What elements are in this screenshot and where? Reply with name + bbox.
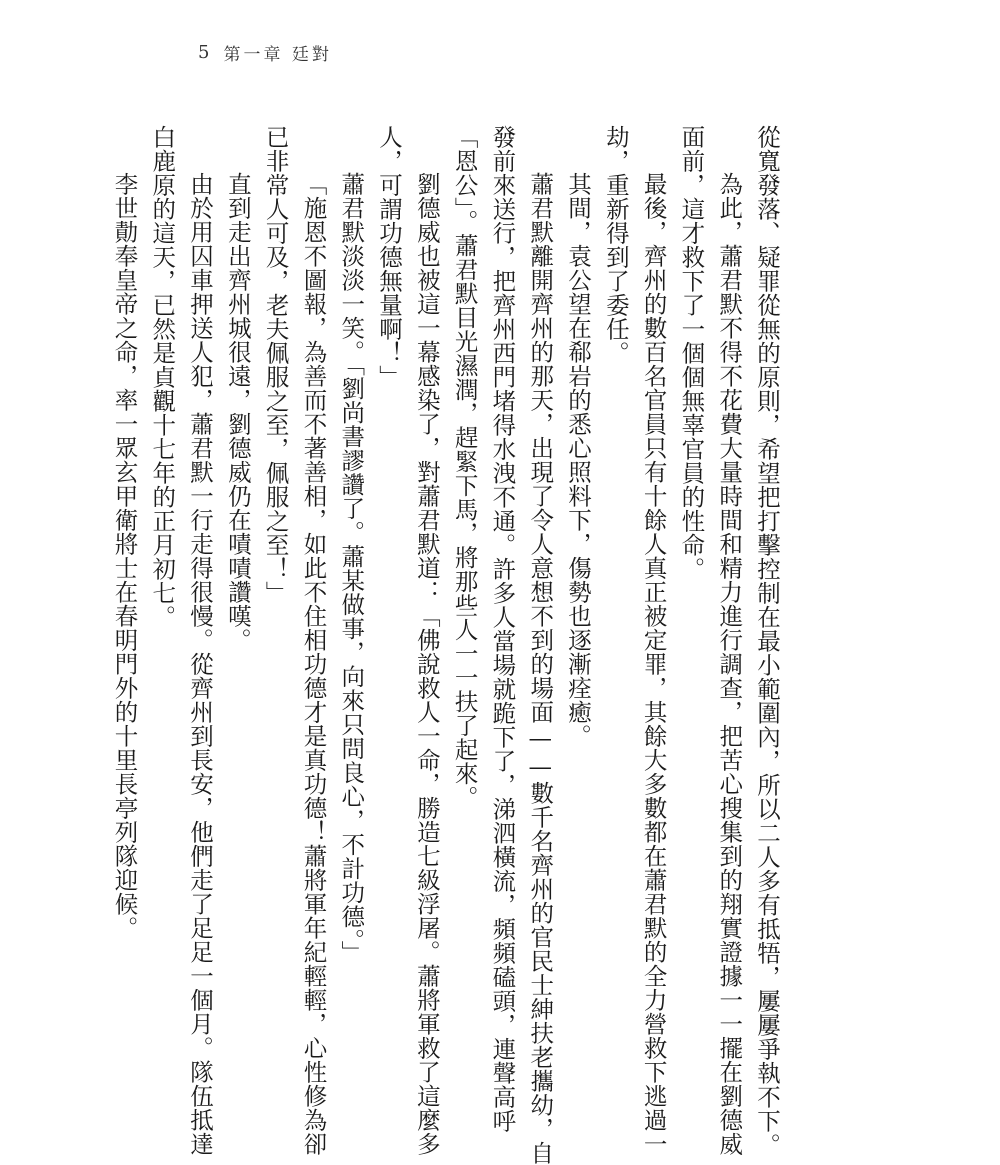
text-line-11: 人，可謂功德無量啊！」 bbox=[375, 125, 404, 389]
text-line-10: 劉德威也被這一幕感染了，對蕭君默道：「佛說救人一命，勝造七級浮屠。蕭將軍救了這麼多 bbox=[412, 172, 441, 1156]
text-line-12: 蕭君默淡淡一笑。「劉尚書謬讚了。蕭某做事，向來只問良心，不計功德。」 bbox=[337, 172, 366, 965]
running-head bbox=[198, 40, 332, 64]
text-line-1: 從寬發落、疑罪從無的原則，希望把打擊控制在最小範圍內，所以二人多有抵牾，屢屢爭執不下。 bbox=[753, 125, 781, 1157]
page-number: 5 bbox=[198, 41, 210, 63]
text-line-8: 發前來送行，把齊州西門堵得水洩不通。許多人當場就跪下了，涕泗橫流，頻頻磕頭，連聲高呼 bbox=[488, 125, 517, 1133]
text-line-2: 為此，蕭君默不得不花費大量時間和精力進行調查，把苦心搜集到的翔實證據一一擺在劉德威 bbox=[715, 172, 744, 1156]
text-line-7: 蕭君默離開齊州的那天，出現了令人意想不到的場面——數千名齊州的官民士紳扶老攜幼，自 bbox=[526, 172, 555, 1165]
text-line-16: 由於用囚車押送人犯，蕭君默一行走得很慢。從齊州到長安，他們走了足足一個月。隊伍抵達 bbox=[186, 172, 215, 1156]
text-line-9: 「恩公」。蕭君默目光濕潤，趕緊下馬，將那些人一一扶了起來。 bbox=[450, 125, 479, 810]
text-line-3: 面前，這才救下了一個個無辜官員的性命。 bbox=[677, 125, 706, 581]
chapter-title: 第一章 廷對 bbox=[223, 44, 332, 65]
text-line-17: 白鹿原的這天，已然是貞觀十七年的正月初七。 bbox=[148, 125, 177, 629]
body-text bbox=[105, 125, 785, 1165]
text-line-5: 劫，重新得到了委任。 bbox=[601, 125, 630, 365]
text-line-13: 「施恩不圖報，為善而不著善相，如此不住相功德才是真功德！蕭將軍年紀輕輕，心性修為卻 bbox=[299, 172, 328, 1156]
text-line-4: 最後，齊州的數百名官員只有十餘人真正被定罪，其餘大多數都在蕭君默的全力營救下逃過一 bbox=[639, 172, 668, 1156]
text-line-6: 其間，袁公望在郗岩的悉心照料下，傷勢也逐漸痊癒。 bbox=[564, 172, 593, 748]
text-line-14: 已非常人可及，老夫佩服之至，佩服之至！」 bbox=[261, 125, 290, 605]
text-line-15: 直到走出齊州城很遠，劉德威仍在嘖嘖讚嘆。 bbox=[223, 172, 252, 652]
text-line-18: 李世勣奉皇帝之命，率一眾玄甲衛將士在春明門外的十里長亭列隊迎候。 bbox=[110, 172, 139, 940]
